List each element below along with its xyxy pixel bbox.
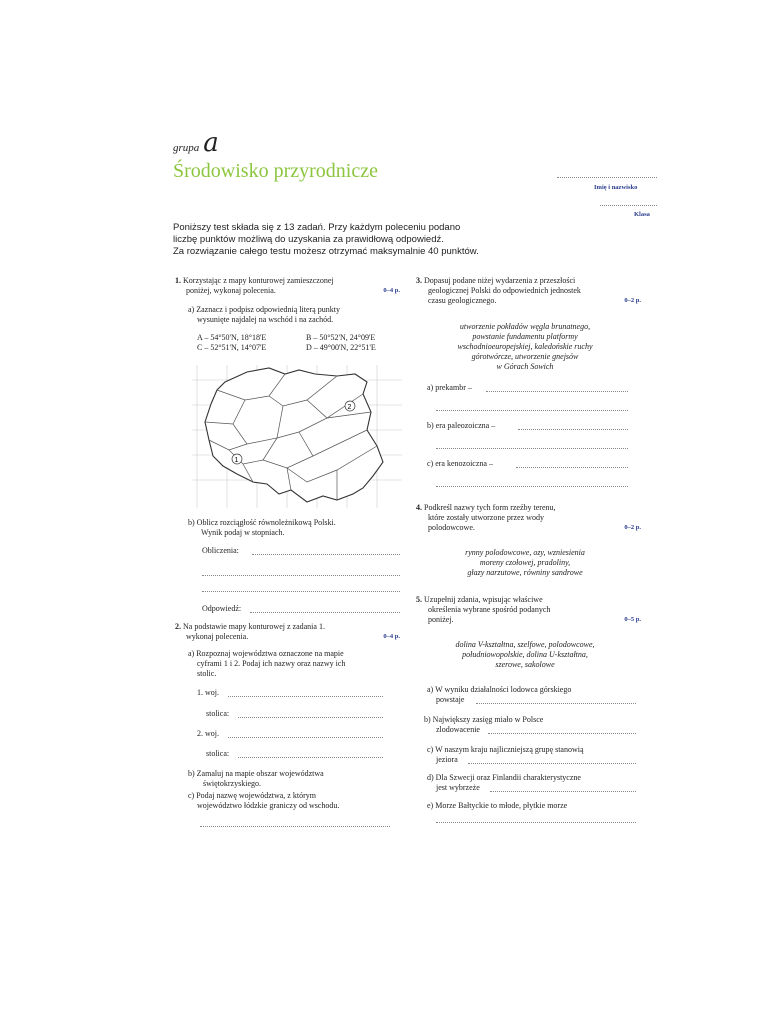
calculations-label: Obliczenia: (202, 546, 239, 555)
capital-1-label: stolica: (206, 709, 230, 718)
svg-text:1: 1 (234, 457, 239, 464)
forms-line[interactable]: rynny polodowcowe, ozy, wzniesienia (465, 548, 585, 557)
question-5 (416, 595, 641, 625)
question-text: poniżej. (428, 615, 454, 624)
question-number: 5. (416, 595, 422, 604)
answer-line[interactable] (202, 575, 400, 576)
sentence-c (427, 745, 642, 765)
answer-line[interactable] (436, 410, 628, 411)
events-line: utworzenie pokładów węgla brunatnego, (459, 322, 591, 331)
task-text: województwo łódzkie graniczy od wschodu. (197, 801, 340, 810)
question-number: 4. (416, 503, 422, 512)
task-text: b) Zamaluj na mapie obszar województwa (188, 769, 324, 778)
group-letter: a (203, 128, 219, 158)
task-2a (188, 649, 403, 679)
answer-line[interactable] (436, 448, 628, 449)
question-number: 3. (416, 276, 422, 285)
task-text: a) Rozpoznaj województwa oznaczone na mapie (188, 649, 344, 658)
answer-line[interactable] (490, 791, 636, 792)
name-label: Imię i nazwisko (594, 184, 638, 191)
events-line: w Górach Sowich (496, 362, 554, 371)
sentence-text: jest wybrzeże (436, 783, 480, 792)
cenozoic-label: c) era kenozoiczna – (427, 459, 493, 468)
map-marker-2 (345, 401, 355, 411)
sentence-text: b) Największy zasięg miało w Polsce (424, 715, 544, 724)
intro-line: Poniższy test składa się z 13 zadań. Przy każdym poleceniu podano (173, 222, 461, 233)
question-2 (175, 622, 400, 642)
forms-line[interactable]: głazy narzutowe, równiny sandrowe (467, 568, 583, 577)
task-2c (188, 791, 403, 811)
question-text: wykonaj polecenia. (186, 632, 249, 641)
task-text: b) Oblicz rozciągłość równoleżnikową Polski. (188, 518, 336, 527)
question-text: czasu geologicznego. (428, 296, 497, 305)
class-line[interactable] (600, 205, 657, 206)
answer-label: Odpowiedź: (202, 604, 242, 613)
answer-line[interactable] (468, 763, 636, 764)
question-text: polodowcowe. (428, 523, 475, 532)
sentence-e (427, 801, 642, 811)
words-line: południowopolskie, dolina U-kształtna, (462, 650, 588, 659)
answer-line[interactable] (436, 822, 636, 823)
answer-line[interactable] (488, 733, 636, 734)
answer-line[interactable] (228, 737, 383, 738)
sentence-b (424, 715, 634, 735)
question-text: Dopasuj podane niżej wydarzenia z przeszłości (424, 276, 576, 285)
page-title: Środowisko przyrodnicze (173, 160, 378, 182)
question-text: Uzupełnij zdania, wpisując właściwe (424, 595, 543, 604)
task-text: Wynik podaj w stopniach. (201, 528, 285, 537)
svg-text:2: 2 (347, 404, 352, 411)
task-text: a) Zaznacz i podpisz odpowiednią literą punkty (188, 305, 340, 314)
coords-right (306, 333, 376, 353)
question-text: Podkreśl nazwy tych form rzeźby terenu, (424, 503, 556, 512)
coord-c: C – 52°51'N, 14°07'E (197, 343, 267, 352)
precambrian-label: a) prekambr – (427, 383, 472, 392)
geologic-events (420, 322, 630, 372)
coord-b: B – 50°52'N, 24°09'E (306, 333, 376, 342)
sentence-d (427, 773, 642, 793)
answer-line[interactable] (476, 703, 636, 704)
poland-contour-map[interactable] (187, 360, 407, 510)
events-line: wschodnioeuropejskiej, kaledońskie ruchy (457, 342, 593, 351)
intro-line: Za rozwiązanie całego testu możesz otrzymać maksymalnie 40 punktów. (173, 246, 479, 257)
question-text: Na podstawie mapy konturowej z zadania 1. (183, 622, 325, 631)
word-bank (420, 640, 630, 670)
task-1a (188, 305, 408, 325)
answer-line[interactable] (200, 826, 390, 827)
words-line: dolina V-kształtna, szelfowe, polodowcowe, (455, 640, 595, 649)
name-line[interactable] (557, 177, 657, 178)
answer-line[interactable] (518, 429, 628, 430)
paleozoic-label: b) era paleozoiczna – (427, 421, 496, 430)
sentence-text: powstaje (436, 695, 465, 704)
question-3 (416, 276, 641, 306)
answer-line[interactable] (228, 696, 383, 697)
points-badge: 0–4 p. (383, 287, 400, 294)
sentence-text: c) W naszym kraju najliczniejszą grupę stanowią (427, 745, 584, 754)
words-line: szerowe, sakolowe (495, 660, 555, 669)
events-line: powstanie fundamentu platformy (472, 332, 578, 341)
answer-line[interactable] (516, 467, 628, 468)
landforms-list (420, 548, 630, 578)
coord-d: D – 49°00'N, 22°51'E (306, 343, 376, 352)
coords-left (197, 333, 266, 353)
forms-line[interactable]: moreny czołowej, pradoliny, (479, 558, 571, 567)
sentence-text: zlodowacenie (436, 725, 480, 734)
answer-line[interactable] (250, 612, 400, 613)
question-1 (175, 276, 400, 296)
answer-line[interactable] (238, 757, 383, 758)
task-text: świętokrzyskiego. (203, 779, 261, 788)
sentence-text: e) Morze Bałtyckie to młode, płytkie morze (427, 801, 568, 810)
class-label: Klasa (634, 211, 650, 218)
question-4 (416, 503, 641, 533)
task-text: wysunięte najdalej na wschód i na zachód. (197, 315, 334, 324)
intro-line: liczbę punktów możliwą do uzyskania za prawidłową odpowiedź. (173, 234, 444, 245)
answer-line[interactable] (252, 554, 400, 555)
task-text: cyframi 1 i 2. Podaj ich nazwy oraz nazwy ich (197, 659, 346, 668)
sentence-a (427, 685, 637, 705)
sentence-text: d) Dla Szwecji oraz Finlandii charakterystyczne (427, 773, 581, 782)
intro-text (173, 222, 533, 258)
group-heading (173, 128, 219, 158)
question-text: geologicznej Polski do odpowiednich jednostek (428, 286, 581, 295)
sentence-text: jeziora (436, 755, 458, 764)
task-text: c) Podaj nazwę województwa, z którym (188, 791, 316, 800)
group-word: grupa (173, 142, 200, 154)
events-line: górotwórcze, utworzenie gnejsów (471, 352, 579, 361)
task-text: stolic. (197, 669, 217, 678)
answer-line[interactable] (436, 486, 628, 487)
sentence-text: a) W wyniku działalności lodowca górskiego (427, 685, 572, 694)
question-number: 1. (175, 276, 181, 285)
points-badge: 0–5 p. (624, 616, 641, 623)
answer-line[interactable] (486, 391, 628, 392)
coord-a: A – 54°50'N, 18°18'E (197, 333, 267, 342)
question-text: poniżej, wykonaj polecenia. (186, 286, 276, 295)
map-marker-1 (232, 454, 242, 464)
task-2b (188, 769, 403, 789)
question-number: 2. (175, 622, 181, 631)
points-badge: 0–4 p. (383, 633, 400, 640)
question-text: które zostały utworzone przez wody (428, 513, 544, 522)
answer-line[interactable] (202, 591, 400, 592)
points-badge: 0–2 p. (624, 524, 641, 531)
question-text: określenia wybrane spośród podanych (428, 605, 551, 614)
voivodeship-1-label: 1. woj. (197, 688, 219, 697)
points-badge: 0–2 p. (624, 297, 641, 304)
question-text: Korzystając z mapy konturowej zamieszczonej (183, 276, 334, 285)
voivodeship-2-label: 2. woj. (197, 729, 219, 738)
answer-line[interactable] (238, 717, 383, 718)
task-1b (188, 518, 408, 538)
capital-2-label: stolica: (206, 749, 230, 758)
